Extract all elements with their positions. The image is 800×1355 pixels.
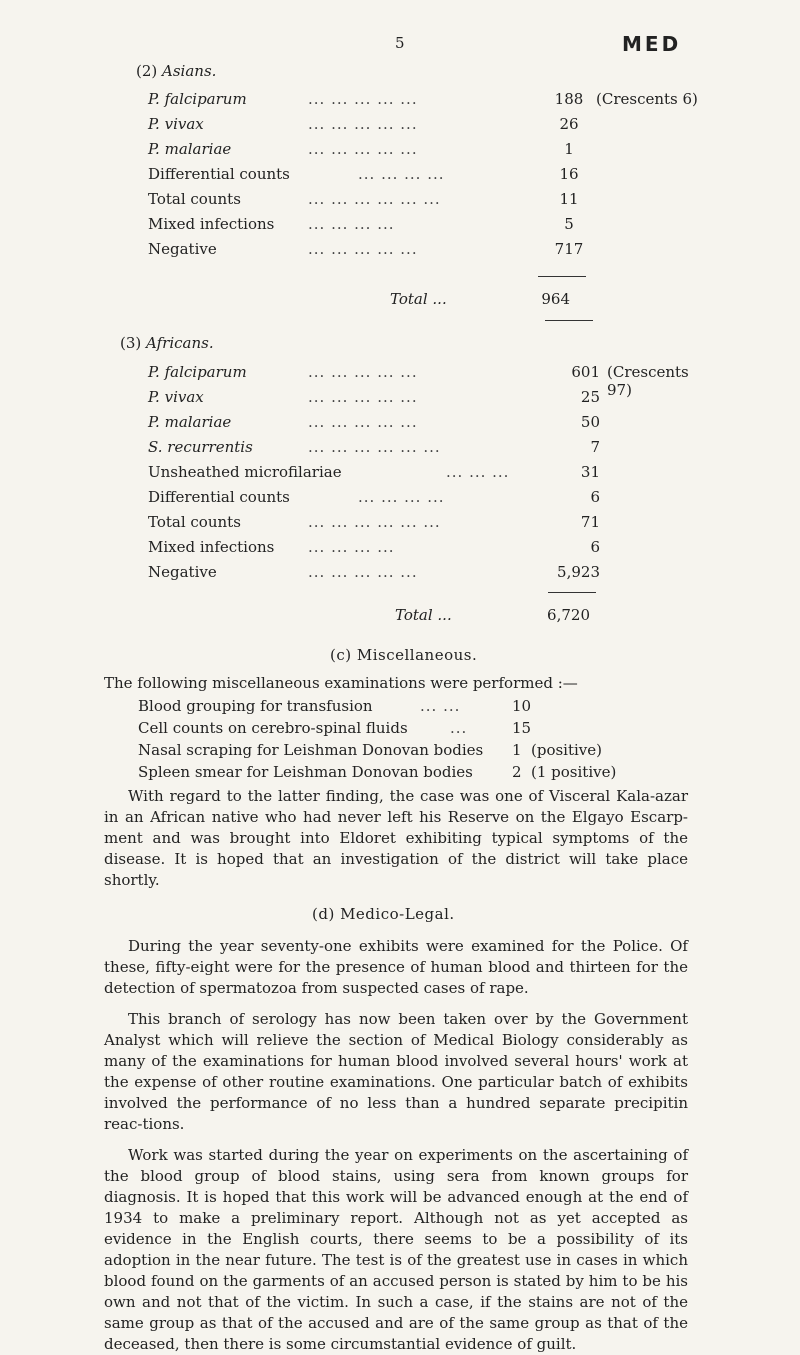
medico-legal-para-1: During the year seventy-one exhibits were examined for the Police. Of these, fifty-eight were for the presence of human blood and thirteen for the detection of spermatozoa from suspected cases of rape.: [104, 937, 688, 997]
medico-legal-para-3: Work was started during the year on experiments on the ascertaining of the blood group of blood stains, using sera from known groups for diagnosis. It is hoped that this work will be advanced enough at the end of 1934 to make a preliminary report. Although not as yet accepted as evidence in the English courts, there seems to be a possibility of its adoption in the near future. The test is of the greatest use in cases in which blood found on the garments of an accused person is stated by him to be his own and not that of the victim. In such a case, if the stains are not of the same group as that of the accused and are of the same group as that of the deceased, then there is some circumstantial evidence of guilt.: [104, 1146, 688, 1353]
africans-heading-text: Africans.: [146, 334, 214, 352]
africans-rule-top: [548, 592, 596, 593]
africans-row-value: 601: [571, 363, 600, 381]
africans-row-leader: ... ... ...: [446, 463, 510, 481]
africans-row-value: 6: [590, 538, 600, 556]
asians-row-leader: ... ... ... ... ...: [308, 240, 418, 258]
asians-row: [148, 90, 708, 112]
africans-total-label: Total ...: [395, 606, 452, 624]
misc-row-value: 10: [512, 697, 532, 715]
africans-row-note: (Crescents 97): [607, 363, 689, 399]
misc-row: [138, 741, 698, 763]
asians-row-label: P. vivax: [148, 115, 204, 133]
asians-row: [148, 240, 708, 262]
africans-row-value: 5,923: [557, 563, 600, 581]
asians-row-leader: ... ... ... ... ...: [308, 90, 418, 108]
africans-row-label: Negative: [148, 563, 217, 581]
africans-row-leader: ... ... ... ...: [358, 488, 445, 506]
misc-row-value: 15: [512, 719, 532, 737]
misc-paragraph-text: With regard to the latter finding, the case was one of Visceral Kala-azar in an African native who had never left his Reserve on the Elgayo Escarp-ment and was brought into Eldoret exhibiting typical symptoms of the disease. It is hoped that an investigation of the district will take place shortly.: [104, 787, 688, 889]
africans-row-value: 7: [590, 438, 600, 456]
section-stamp: MED: [622, 32, 682, 56]
medico-legal-para-2: This branch of serology has now been taken over by the Government Analyst which will relieve the section of Medical Biology considerably as many of the examinations for human blood involved several hours' work at the expense of other routine examinations. One particular batch of exhibits involved the performance of no less than a hundred separate precipitin reac-tions.: [104, 1010, 688, 1133]
africans-row-label: P. falciparum: [148, 363, 247, 381]
africans-row: [148, 513, 708, 535]
asians-heading: [136, 62, 216, 80]
asians-row-value: 26: [559, 115, 579, 133]
africans-row-value: 6: [590, 488, 600, 506]
misc-row: [138, 719, 698, 741]
asians-row-label: Negative: [148, 240, 217, 258]
misc-row-note: (1 positive): [531, 763, 617, 781]
asians-row: [148, 215, 708, 237]
medico-legal-heading: (d) Medico-Legal.: [312, 905, 455, 923]
asians-heading-text: Asians.: [162, 62, 217, 80]
asians-row-label: Total counts: [148, 190, 241, 208]
africans-row-label: S. recurrentis: [148, 438, 253, 456]
africans-row-value: 25: [580, 388, 600, 406]
africans-row-label: Total counts: [148, 513, 241, 531]
africans-row-label: Unsheathed microfilariae: [148, 463, 342, 481]
africans-row-leader: ... ... ... ... ...: [308, 563, 418, 581]
asians-row-value: 11: [559, 190, 579, 208]
asians-row-leader: ... ... ... ... ...: [308, 115, 418, 133]
africans-row-leader: ... ... ... ... ... ...: [308, 438, 441, 456]
asians-row: [148, 165, 708, 187]
medico-legal-body: [104, 936, 688, 1355]
africans-heading-num: (3): [120, 334, 142, 352]
asians-row-leader: ... ... ... ... ...: [308, 140, 418, 158]
misc-row-label: Spleen smear for Leishman Donovan bodies: [138, 763, 473, 781]
asians-row-label: P. malariae: [148, 140, 232, 158]
asians-row-value: 5: [564, 215, 574, 233]
misc-row-leader: ...: [450, 719, 468, 737]
misc-row-label: Blood grouping for transfusion: [138, 697, 373, 715]
africans-row-leader: ... ... ... ... ... ...: [308, 513, 441, 531]
misc-intro: The following miscellaneous examinations were performed :—: [104, 674, 578, 692]
africans-row: [148, 438, 708, 460]
misc-row-note: (positive): [531, 741, 603, 759]
misc-row: [138, 763, 698, 785]
africans-row-value: 31: [580, 463, 600, 481]
asians-rule-top: [538, 276, 586, 277]
asians-total-row: [390, 290, 590, 312]
misc-row: [138, 697, 698, 719]
asians-row-value: 1: [564, 140, 574, 158]
africans-row: [148, 463, 708, 485]
misc-row-label: Nasal scraping for Leishman Donovan bodies: [138, 741, 484, 759]
africans-row-label: P. vivax: [148, 388, 204, 406]
asians-row-label: Differential counts: [148, 165, 290, 183]
asians-row-leader: ... ... ... ... ... ...: [308, 190, 441, 208]
asians-total-value: 964: [541, 290, 570, 308]
asians-row-value: 188: [554, 90, 584, 108]
africans-total-value: 6,720: [547, 606, 590, 624]
misc-paragraph: [104, 786, 688, 891]
africans-row: [148, 413, 708, 435]
asians-rule-bottom: [545, 320, 593, 321]
africans-row-value: 71: [580, 513, 600, 531]
misc-heading: (c) Miscellaneous.: [330, 646, 478, 664]
misc-row-value: 1: [512, 741, 522, 759]
africans-total-row: [395, 606, 605, 628]
africans-row-label: Mixed infections: [148, 538, 275, 556]
africans-row-label: Differential counts: [148, 488, 290, 506]
africans-row-leader: ... ... ... ... ...: [308, 388, 418, 406]
africans-row: [148, 488, 708, 510]
asians-row: [148, 190, 708, 212]
misc-row-leader: ... ...: [420, 697, 461, 715]
asians-row-value: 717: [554, 240, 584, 258]
africans-row: [148, 538, 708, 560]
asians-row: [148, 115, 708, 137]
africans-row: [148, 563, 708, 585]
asians-row: [148, 140, 708, 162]
africans-row-label: P. malariae: [148, 413, 232, 431]
asians-heading-num: (2): [136, 62, 158, 80]
asians-row-label: Mixed infections: [148, 215, 275, 233]
asians-row-label: P. falciparum: [148, 90, 247, 108]
asians-row-value: 16: [559, 165, 579, 183]
page-number: 5: [395, 34, 405, 52]
asians-row-note: (Crescents 6): [596, 90, 698, 108]
misc-row-label: Cell counts on cerebro-spinal fluids: [138, 719, 408, 737]
africans-row-leader: ... ... ... ... ...: [308, 413, 418, 431]
asians-row-leader: ... ... ... ...: [308, 215, 395, 233]
africans-row: [148, 388, 708, 410]
misc-row-value: 2: [512, 763, 522, 781]
asians-total-label: Total ...: [390, 290, 447, 308]
asians-row-leader: ... ... ... ...: [358, 165, 445, 183]
africans-row-value: 50: [580, 413, 600, 431]
africans-row-leader: ... ... ... ... ...: [308, 363, 418, 381]
africans-heading: [120, 334, 214, 352]
africans-row-leader: ... ... ... ...: [308, 538, 395, 556]
